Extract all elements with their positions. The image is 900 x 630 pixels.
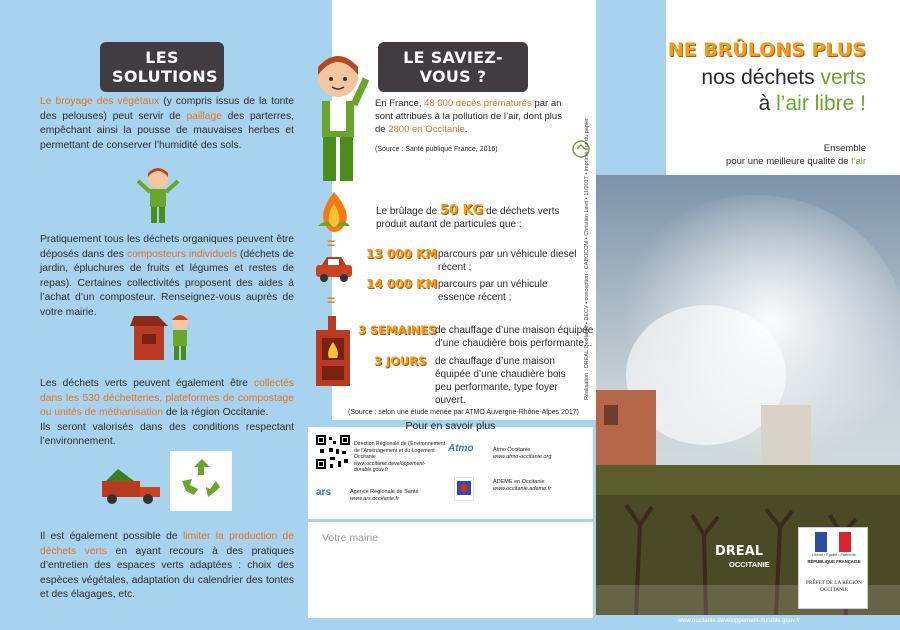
cover-blue-corner (596, 0, 672, 175)
ars-contact (350, 489, 419, 503)
ademe-contact (493, 479, 551, 493)
saviez-title: LE SAVIEZ-VOUS ? (378, 42, 528, 92)
text: pour une meilleure qualité de (726, 156, 852, 167)
cover-title-line1: NE BRÛLONS PLUS (667, 39, 866, 61)
marianne-flag-icon (815, 532, 851, 552)
cover-subtitle-1: Ensemble (823, 143, 866, 154)
text: Ils seront valorisés dans des conditions respectant l’environnement. (40, 421, 294, 447)
highlight-text: verts (820, 66, 866, 89)
motto: Liberté • Égalité • Fraternité (812, 553, 856, 557)
saviez-intro-source: (Source : Santé publique France, 2016) (375, 146, 498, 153)
highlight-text: collectés dans les 530 déchetteries, plateformes de compostage ou unités de méthanisation (40, 378, 294, 418)
text: Il est également possible de (40, 531, 183, 542)
mairie-label: Votre mairie (322, 532, 379, 544)
ademe-url[interactable]: www.occitanie.ademe.fr (493, 486, 552, 492)
atmo-logo: Atmo (448, 443, 474, 454)
burn-intro (376, 204, 576, 231)
cover-title-line3 (759, 92, 866, 116)
atmo-name: Atmo Occitanie (493, 447, 531, 453)
text: en ayant recours à des pratiques d’entretien des espaces verts adaptées : choix des espèces végétales, adaptation du calendrier des tontes et des élagages, etc. (40, 545, 294, 600)
text: Les déchets verts peuvent également être (40, 378, 254, 389)
composter-illustration (130, 310, 200, 368)
prefet-logo-block (798, 527, 868, 609)
days-text: de chauffage d’une maison équipée d’une chaudière bois peu performante, type foyer ouvert. (435, 356, 566, 406)
wood-stove-icon (314, 316, 354, 390)
republique-francaise: RÉPUBLIQUE FRANÇAISE (807, 559, 861, 564)
cover-subtitle-2 (726, 156, 866, 167)
km-essence-value: 14 000 KM (366, 277, 438, 291)
weeks-value: 3 SEMAINES (358, 323, 437, 337)
dreal-logo-text: DREAL (715, 544, 764, 559)
km-diesel-text: parcours par un véhicule diesel récent ; (438, 249, 577, 273)
highlight-text: l’air (851, 156, 866, 167)
text: de déchets verts produit autant de particules que : (376, 206, 560, 230)
text: . (464, 124, 468, 135)
qr-code-icon (316, 435, 350, 469)
solutions-paragraph-4 (40, 530, 294, 603)
ars-url[interactable]: www.ars.occitanie.fr (350, 496, 399, 502)
solutions-paragraph-2 (40, 233, 294, 320)
days-value: 3 JOURS (374, 354, 427, 368)
cover-title-line2 (701, 66, 866, 90)
text: En France, (375, 98, 425, 109)
equals-sign: = (327, 235, 336, 251)
car-icon (314, 253, 354, 283)
text: nos déchets (701, 66, 821, 89)
highlight-text: paillage (186, 110, 222, 122)
more-info-title: Pour en savoir plus (405, 420, 496, 432)
cover-panel (596, 0, 900, 630)
ademe-logo-icon (454, 477, 474, 501)
solutions-paragraph-3 (40, 377, 294, 450)
text: des parterres, empêchant ainsi la pousse de mauvaises herbes et permettant de conserver l’humidité des sols. (40, 110, 295, 151)
vertical-credit: Réalisation : DREAL Occitanie • DECV • conception : CABOCOM • Christian Lavri • 11/2017 • imprimé sur du papier (584, 118, 590, 400)
text: par an sont attribués à la pollution de l’air, dont plus de (375, 98, 562, 135)
child-waving-illustration (308, 45, 372, 185)
text: Le brûlage de (376, 206, 440, 217)
text: de la région Occitanie. (163, 407, 269, 418)
mairie-box (308, 522, 593, 618)
highlight-text: 2800 en Occitanie (388, 124, 465, 135)
study-source: (Source : selon une étude menée par ATMO Auvergne-Rhône-Alpes 2017) (348, 409, 580, 416)
equals-sign: = (327, 292, 336, 308)
text: (déchets de jardin, épluchures de fruits et légumes et restes de repas). Certaines collectivités proposent des aides à l’achat d’un composteur. Renseignez-vous auprès de votre mairie. (40, 248, 294, 318)
text: Pratiquement tous les déchets organiques peuvent être déposés dans des (40, 234, 294, 260)
solutions-paragraph-1 (40, 95, 294, 153)
atmo-contact (493, 447, 551, 461)
atmo-url[interactable]: www.atmo-occitanie.org (493, 454, 552, 460)
solutions-title: LES SOLUTIONS (100, 42, 224, 92)
flame-icon (314, 188, 354, 234)
saviez-panel (308, 0, 596, 630)
dreal-name: Direction Régionale de l’Environnement de l’Aménagement et du Logement Occitanie (354, 441, 446, 460)
text: à (758, 92, 777, 115)
ars-name: Agence Régionale de Santé (350, 489, 419, 495)
ars-logo: ars (316, 487, 332, 498)
ademe-name: ADEME en Occitanie (493, 479, 545, 485)
text: (y compris issus de la tonte des pelouses) peut servir de (40, 96, 294, 122)
child-arms-up-illustration (134, 165, 182, 225)
highlight-text: Le broyage des végétaux (40, 96, 160, 107)
km-diesel-value: 13 000 KM (366, 247, 438, 261)
highlight-text: l’air libre ! (776, 92, 866, 115)
km-essence-text: parcours par un véhicule essence récent ; (438, 279, 548, 303)
highlight-text: limiter la production de déchets verts (40, 531, 295, 557)
more-info-box (308, 420, 593, 519)
highlight-text: 48 000 décès prématurés (424, 98, 532, 109)
cover-footer-bar (596, 615, 900, 630)
solutions-panel (0, 0, 308, 630)
highlight-text: composteurs individuels (126, 248, 237, 260)
dreal-contact (354, 441, 450, 474)
saviez-intro (375, 97, 575, 136)
occitanie-logo-text: OCCITANIE (729, 560, 770, 569)
highlight-number: 50 KG (439, 203, 484, 218)
weeks-text: de chauffage d’une maison équipée d’une chaudière bois performante... (435, 325, 594, 349)
truck-recycle-illustration (98, 447, 234, 515)
dreal-url[interactable]: www.occitanie.developpement-durable.gouv.fr (354, 460, 426, 473)
prefet-region: PRÉFET DE LA RÉGION OCCITANIE (806, 580, 862, 593)
cover-footer-url[interactable]: www.occitanie.developpement-durable.gouv.fr (677, 618, 800, 624)
